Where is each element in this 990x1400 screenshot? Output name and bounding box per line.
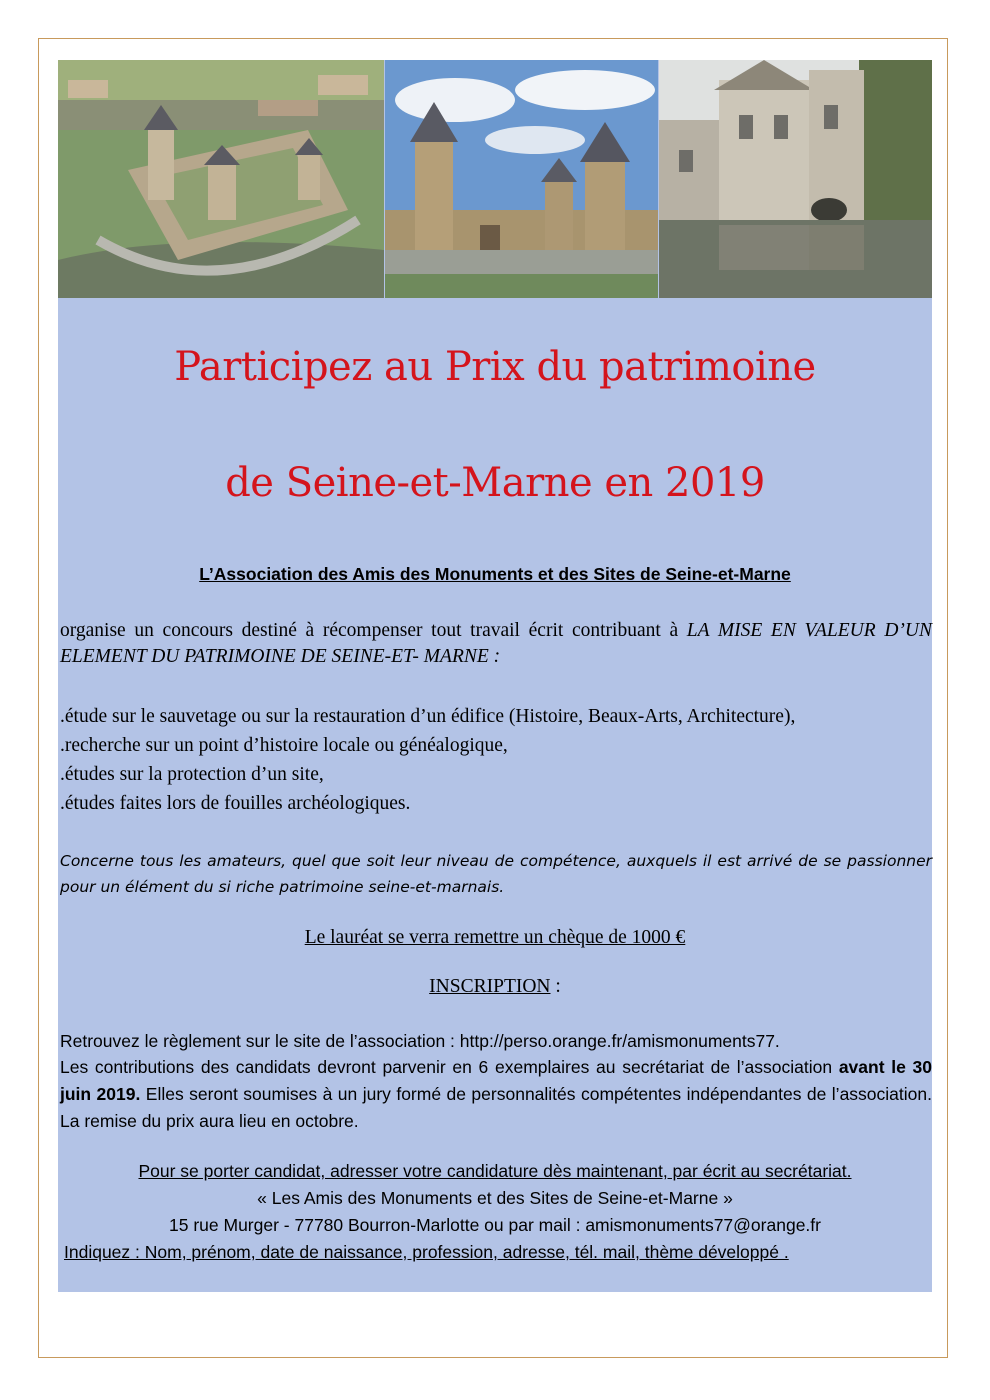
association-heading: L’Association des Amis des Monuments et des Sites de Seine-et-Marne — [199, 564, 791, 584]
castle-towers-photo — [385, 60, 658, 298]
prize-line — [58, 927, 932, 949]
audience-paragraph: Concerne tous les amateurs, quel que soit leur niveau de compétence, auxquels il est arrivé de se passionner pour un élément du si riche patrimoine seine-et-marnais. — [60, 852, 932, 896]
aerial-fortified-castle-photo — [58, 60, 384, 298]
mill-house-photo — [659, 60, 932, 298]
application-footer — [58, 1158, 932, 1266]
deadline-text: avant le 30 juin 2019. — [60, 1057, 932, 1104]
intro-paragraph — [60, 618, 932, 670]
list-item: .recherche sur un point d’histoire locale ou généalogique, — [60, 735, 508, 756]
poster-title-line-1: Participez au Prix du patrimoine — [174, 344, 816, 390]
photo-strip — [58, 60, 932, 298]
list-item: .étude sur le sauvetage ou sur la restauration d’un édifice (Histoire, Beaux-Arts, Architecture), — [60, 706, 796, 727]
footer-line-association: « Les Amis des Monuments et des Sites de Seine-et-Marne » — [257, 1188, 733, 1208]
contributions-text-1: Les contributions des candidats devront parvenir en 6 exemplaires au secrétariat de l’association — [60, 1057, 839, 1077]
poster-title-line-2: de Seine-et-Marne en 2019 — [225, 460, 765, 506]
poster-panel — [58, 60, 932, 1292]
intro-text: organise un concours destiné à récompenser tout travail écrit contribuant à — [60, 620, 687, 641]
inscription-label: INSCRIPTION — [429, 976, 551, 997]
intro-italic-text: LA MISE EN VALEUR D’UN ELEMENT DU PATRIMOINE DE SEINE-ET- MARNE : — [60, 620, 932, 667]
footer-line-apply: Pour se porter candidat, adresser votre candidature dès maintenant, par écrit au secrétariat. — [138, 1161, 852, 1181]
rules-paragraph: Retrouvez le règlement sur le site de l’association : http://perso.orange.fr/amismonuments77. — [60, 1031, 780, 1051]
footer-line-required-info: Indiquez : Nom, prénom, date de naissance, profession, adresse, tél. mail, thème développé . — [64, 1242, 789, 1262]
contributions-text-2: Elles seront soumises à un jury formé de personnalités compétentes indépendantes de l’association. La remise du prix aura lieu en octobre. — [60, 1084, 932, 1131]
contributions-paragraph — [60, 1054, 932, 1135]
inscription-heading — [58, 976, 932, 998]
list-item: .études faites lors de fouilles archéologiques. — [60, 793, 411, 814]
inscription-suffix: : — [550, 976, 561, 997]
study-topics-list — [60, 702, 932, 818]
list-item: .études sur la protection d’un site, — [60, 764, 324, 785]
prize-text: Le lauréat se verra remettre un chèque de 1000 € — [304, 927, 686, 948]
footer-line-address: 15 rue Murger - 77780 Bourron-Marlotte ou par mail : amismonuments77@orange.fr — [169, 1215, 821, 1235]
